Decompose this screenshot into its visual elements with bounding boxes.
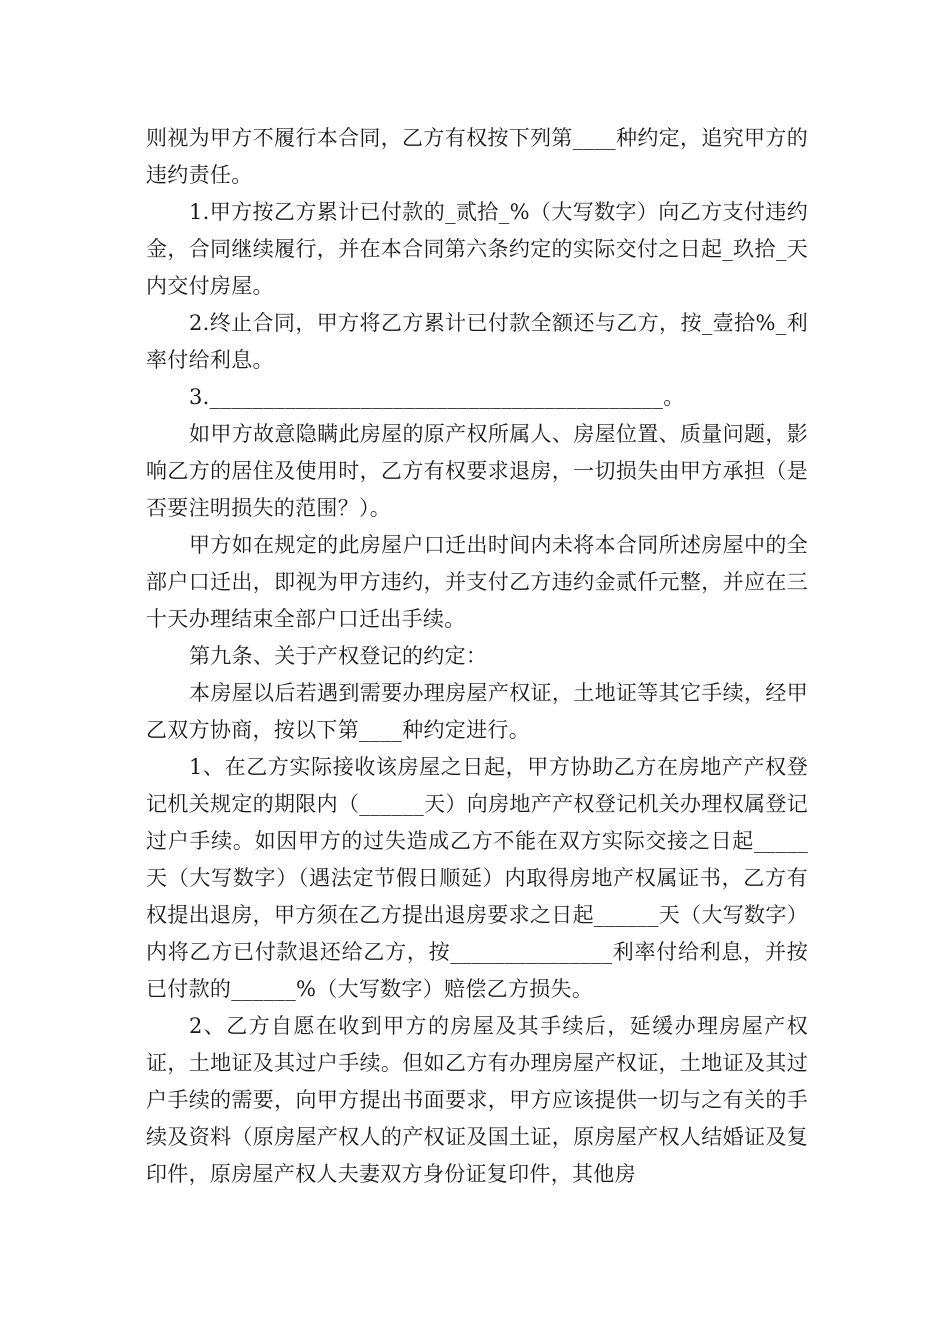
- paragraph-certificate-option-2: 2、乙方自愿在收到甲方的房屋及其手续后，延缓办理房屋产权证，土地证及其过户手续。但如乙方有办理房屋产权证，土地证及其过户手续的需要，向甲方提出书面要求，甲方应该提供一切与之有关的手续及资料（原房屋产权人的产权证及国土证，原房屋产权人结婚证及复印件，原房屋产权人夫妻双方身份证复印件，其他房: [146, 1014, 808, 1186]
- paragraph-title-certificate-intro: 本房屋以后若遇到需要办理房屋产权证，土地证等其它手续，经甲乙双方协商，按以下第____种约定进行。: [146, 681, 808, 742]
- paragraph-household-registration: 甲方如在规定的此房屋户口迁出时间内未将本合同所述房屋中的全部户口迁出，即视为甲方违约，并支付乙方违约金贰仟元整，并应在三十天办理结束全部户口迁出手续。: [146, 533, 808, 631]
- paragraph-certificate-option-1: 1、在乙方实际接收该房屋之日起，甲方协助乙方在房地产产权登记机关规定的期限内（______天）向房地产产权登记机关办理权属登记过户手续。如因甲方的过失造成乙方不能在双方实际交接之日起_____天（大写数字）（遇法定节假日顺延）内取得房地产权属证书，乙方有权提出退房，甲方须在乙方提出退房要求之日起______天（大写数字）内将乙方已付款退还给乙方，按_______________利率付给利息，并按已付款的______%（大写数字）赔偿乙方损失。: [146, 755, 808, 1001]
- paragraph-option-1-penalty: 1.甲方按乙方累计已付款的_贰拾_%（大写数字）向乙方支付违约金，合同继续履行，并在本合同第六条约定的实际交付之日起_玖拾_天内交付房屋。: [146, 200, 808, 298]
- paragraph-concealment: 如甲方故意隐瞒此房屋的原产权所属人、房屋位置、质量问题，影响乙方的居住及使用时，乙方有权要求退房，一切损失由甲方承担（是否要注明损失的范围？）。: [146, 422, 808, 520]
- paragraph-option-3-blank: 3.__________________________________________。: [189, 385, 685, 409]
- paragraph-option-2-terminate: 2.终止合同，甲方将乙方累计已付款全额还与乙方，按_壹拾%_利率付给利息。: [146, 311, 808, 372]
- section-heading-article-9: 第九条、关于产权登记的约定：: [189, 644, 488, 668]
- paragraph-breach-intro: 则视为甲方不履行本合同，乙方有权按下列第____种约定，追究甲方的违约责任。: [146, 126, 808, 187]
- document-body: [146, 120, 808, 1193]
